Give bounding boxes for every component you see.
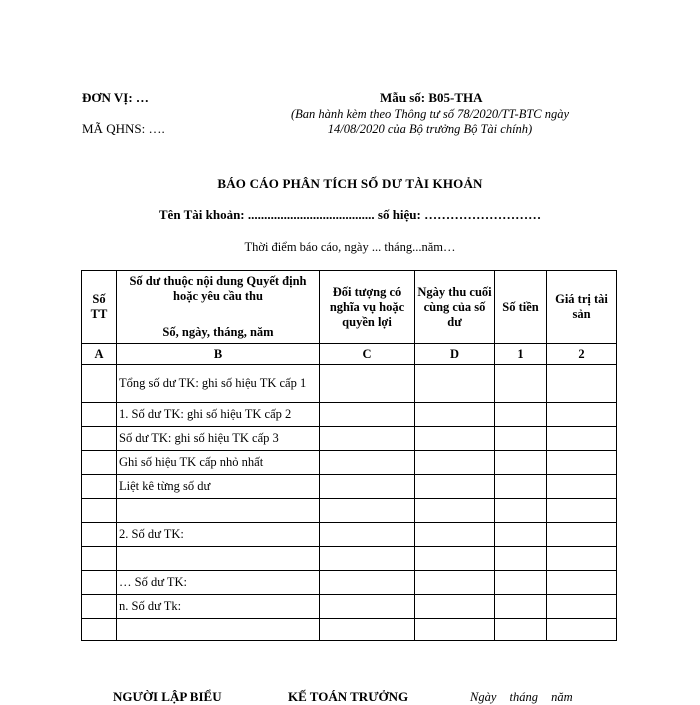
index-cell: 2 <box>547 344 617 365</box>
table-cell <box>415 595 495 619</box>
row-label: 2. Số dư TK: <box>117 523 320 547</box>
table-row <box>82 571 617 595</box>
table-cell <box>495 427 547 451</box>
table-cell <box>320 451 415 475</box>
report-time-line: Thời điểm báo cáo, ngày ... tháng...năm… <box>244 240 456 254</box>
table-cell <box>320 547 415 571</box>
table-cell <box>495 403 547 427</box>
header-content-bottom: Số, ngày, tháng, năm <box>162 325 274 339</box>
table-cell <box>82 475 117 499</box>
table-cell <box>320 595 415 619</box>
table-cell <box>495 595 547 619</box>
chief-accountant-signature-label: KẾ TOÁN TRƯỞNG <box>288 689 409 704</box>
table-cell <box>82 523 117 547</box>
form-code: Mẫu số: B05-THA <box>380 90 483 105</box>
table-cell <box>415 365 495 403</box>
table-cell <box>82 427 117 451</box>
table-cell <box>415 403 495 427</box>
row-label: … Số dư TK: <box>117 571 320 595</box>
table-cell <box>547 595 617 619</box>
table-cell <box>415 475 495 499</box>
header-subject: Đối tượng có nghĩa vụ hoặc quyền lợi <box>320 271 415 344</box>
table-cell <box>495 451 547 475</box>
index-cell: 1 <box>495 344 547 365</box>
table-header-row <box>82 271 617 344</box>
index-cell: D <box>415 344 495 365</box>
table-cell <box>547 619 617 641</box>
table-cell <box>415 547 495 571</box>
table-cell <box>82 595 117 619</box>
table-cell <box>495 571 547 595</box>
qhns-label: MÃ QHNS: …. <box>82 121 165 136</box>
header-last-date: Ngày thu cuối cùng của số dư <box>415 271 495 344</box>
index-cell: A <box>82 344 117 365</box>
unit-label: ĐƠN VỊ: … <box>82 90 149 105</box>
table-cell <box>547 475 617 499</box>
table-cell <box>495 365 547 403</box>
document-title: BÁO CÁO PHÂN TÍCH SỐ DƯ TÀI KHOẢN <box>217 176 483 191</box>
row-label: Liệt kê từng số dư <box>117 475 320 499</box>
table-cell <box>82 451 117 475</box>
row-label <box>117 499 320 523</box>
issued-note-line-1: (Ban hành kèm theo Thông tư số 78/2020/TT-BTC ngày <box>290 107 570 121</box>
row-label: 1. Số dư TK: ghi số hiệu TK cấp 2 <box>117 403 320 427</box>
table-cell <box>547 547 617 571</box>
header-stt: Số TT <box>82 271 117 344</box>
table-cell <box>82 547 117 571</box>
table-index-row <box>82 344 617 365</box>
table-cell <box>320 403 415 427</box>
table-row <box>82 365 617 403</box>
row-label: Ghi số hiệu TK cấp nhỏ nhất <box>117 451 320 475</box>
row-label: n. Số dư Tk: <box>117 595 320 619</box>
table-cell <box>320 523 415 547</box>
table-row <box>82 475 617 499</box>
table-row <box>82 499 617 523</box>
table-cell <box>547 403 617 427</box>
table-cell <box>547 571 617 595</box>
table-row <box>82 427 617 451</box>
signature-date-label: Ngày tháng năm <box>470 690 573 704</box>
table-cell <box>320 365 415 403</box>
table-row <box>82 619 617 641</box>
table-cell <box>415 451 495 475</box>
index-cell: B <box>117 344 320 365</box>
table-cell <box>495 619 547 641</box>
table-cell <box>82 571 117 595</box>
table-row <box>82 595 617 619</box>
table-row <box>82 451 617 475</box>
table-cell <box>495 547 547 571</box>
row-label: Số dư TK: ghi số hiệu TK cấp 3 <box>117 427 320 451</box>
header-asset-value: Giá trị tài sản <box>547 271 617 344</box>
row-label <box>117 547 320 571</box>
table-cell <box>547 499 617 523</box>
header-amount: Số tiền <box>495 271 547 344</box>
table-cell <box>320 475 415 499</box>
table-row <box>82 403 617 427</box>
row-label: Tổng số dư TK: ghi số hiệu TK cấp 1 <box>117 365 320 403</box>
table-cell <box>320 619 415 641</box>
header-content <box>117 271 320 344</box>
balance-table <box>81 270 617 641</box>
account-line: Tên Tài khoản: ....................................... số hiệu: ……………………… <box>158 207 542 222</box>
table-cell <box>320 427 415 451</box>
table-cell <box>82 365 117 403</box>
preparer-signature-label: NGƯỜI LẬP BIỂU <box>113 689 222 704</box>
table-cell <box>495 523 547 547</box>
table-cell <box>415 619 495 641</box>
row-label <box>117 619 320 641</box>
table-cell <box>547 427 617 451</box>
table-cell <box>320 571 415 595</box>
table-cell <box>495 499 547 523</box>
table-cell <box>547 365 617 403</box>
table-cell <box>415 571 495 595</box>
table-cell <box>495 475 547 499</box>
table-cell <box>82 499 117 523</box>
table-cell <box>415 427 495 451</box>
header-content-top: Số dư thuộc nội dung Quyết định hoặc yêu cầu thu <box>129 274 307 303</box>
index-cell: C <box>320 344 415 365</box>
table-cell <box>415 523 495 547</box>
issued-note-line-2: 14/08/2020 của Bộ trưởng Bộ Tài chính) <box>327 122 533 136</box>
table-cell <box>320 499 415 523</box>
table-row <box>82 523 617 547</box>
table-body <box>82 365 617 641</box>
table-cell <box>547 523 617 547</box>
table-cell <box>547 451 617 475</box>
table-cell <box>82 403 117 427</box>
table-cell <box>82 619 117 641</box>
table-row <box>82 547 617 571</box>
table-cell <box>415 499 495 523</box>
